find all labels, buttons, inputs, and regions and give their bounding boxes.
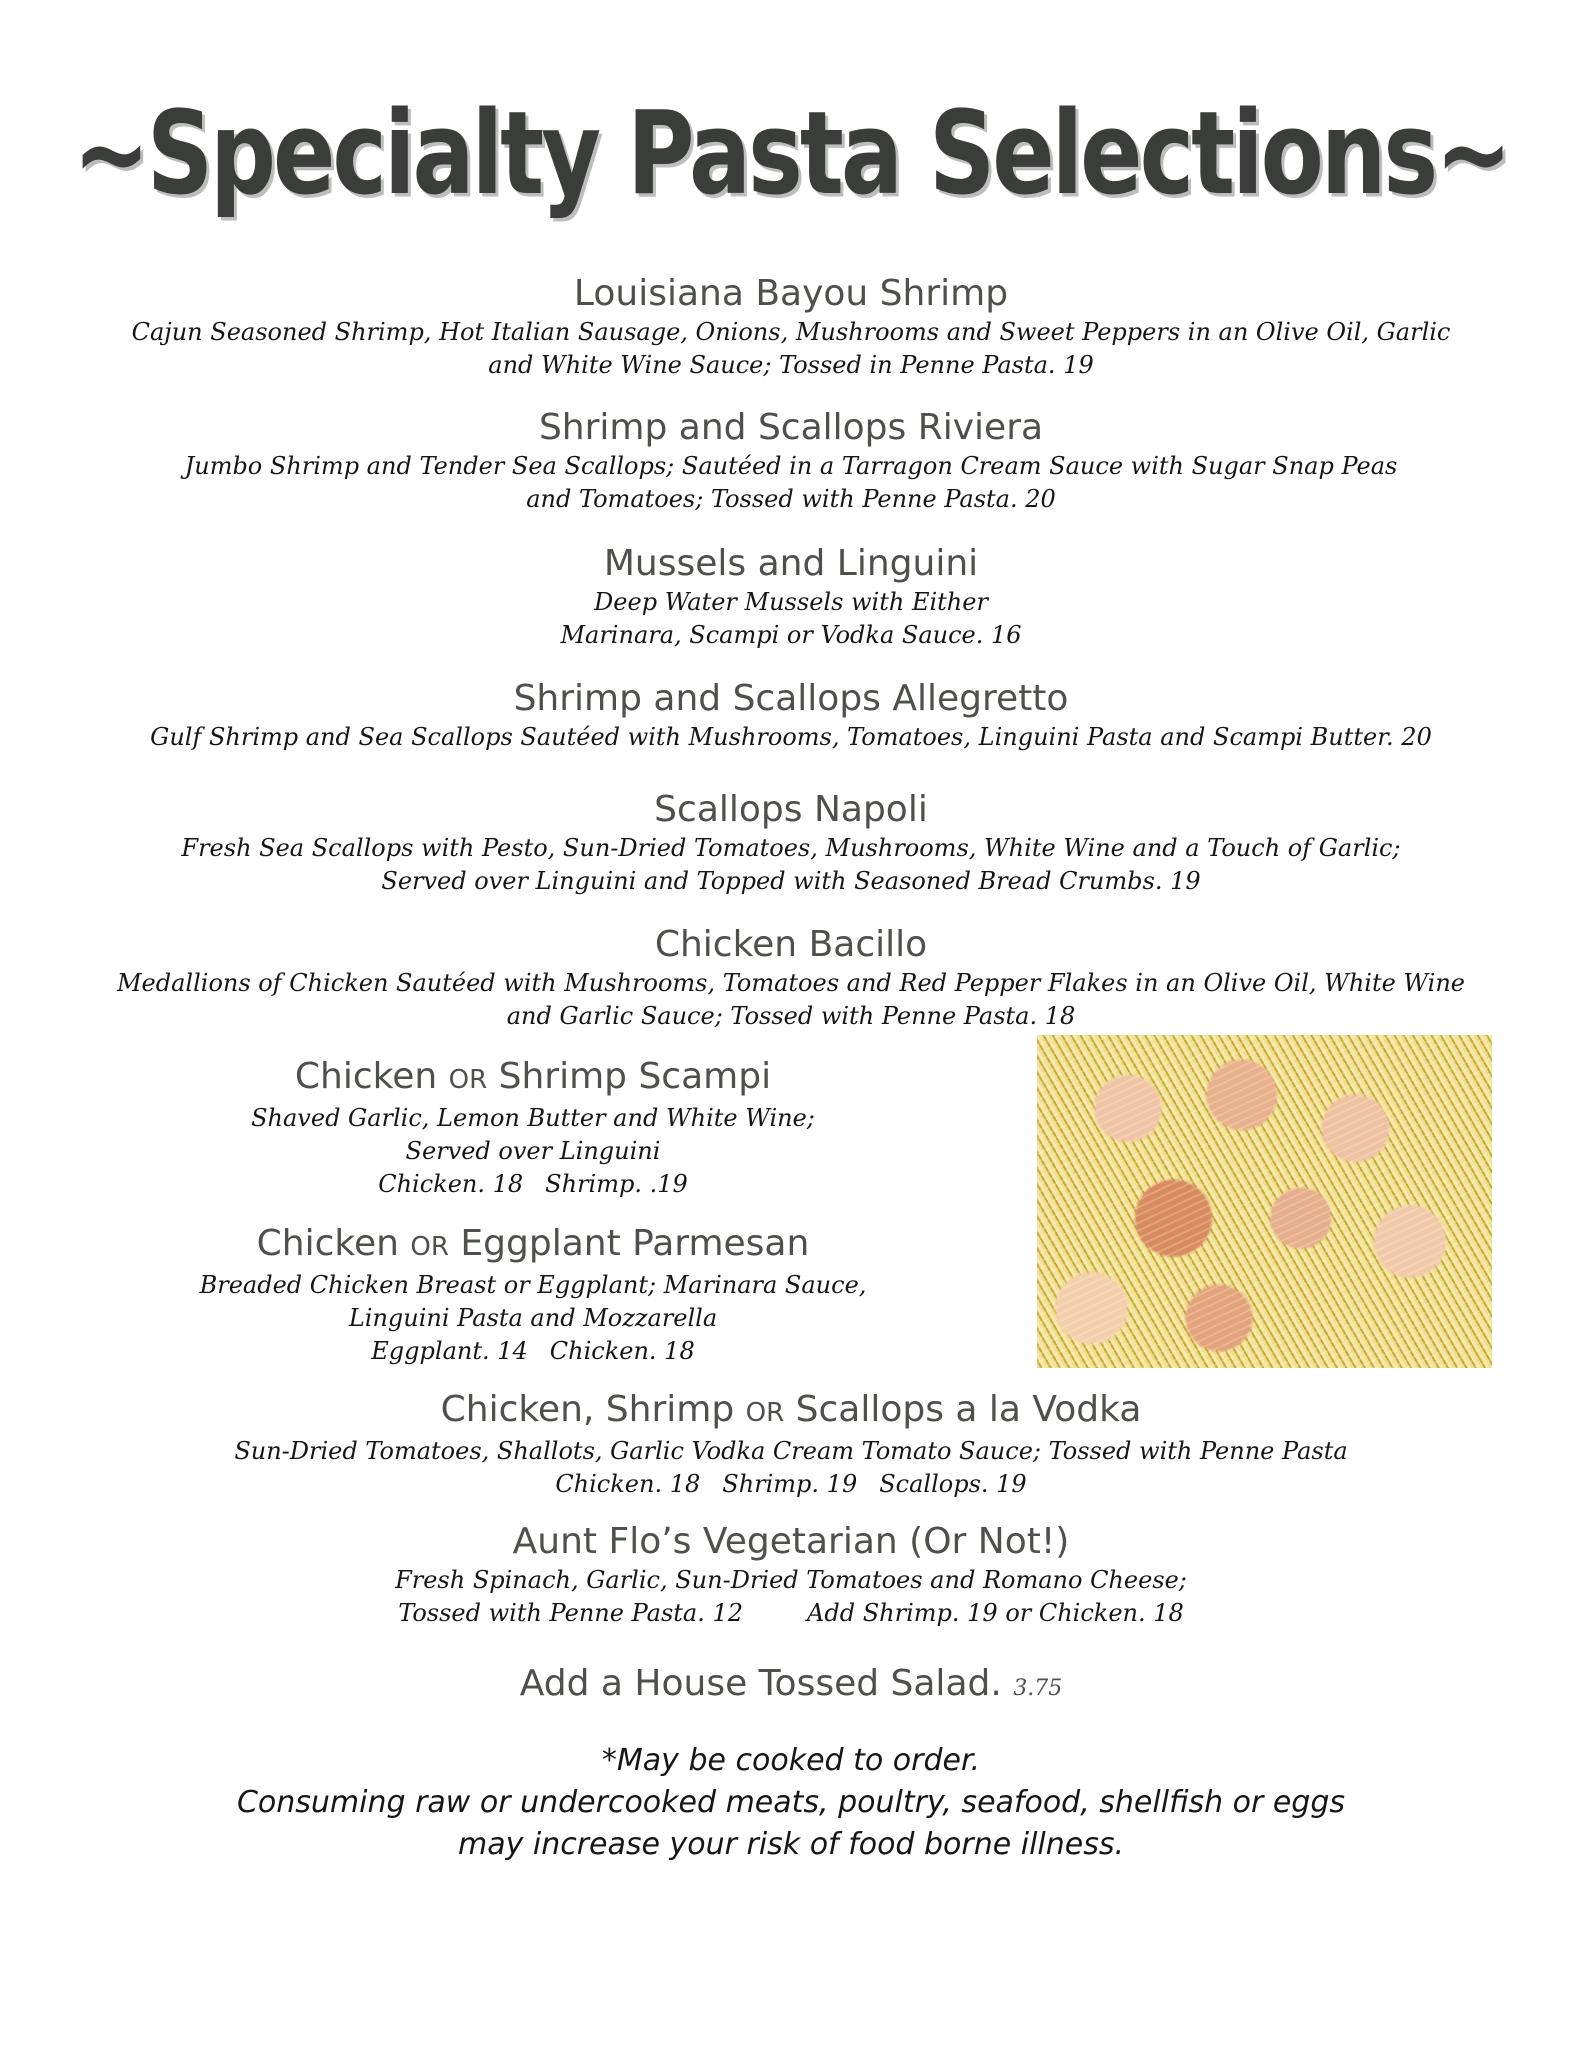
item-description: Cajun Seasoned Shrimp, Hot Italian Sausage, Onions, Mushrooms and Sweet Peppers in an Olive Oil, Garlic and White Wine Sauce; Tossed in Penne Pasta. 19 xyxy=(131,318,1451,379)
item-description: Medallions of Chicken Sautéed with Mushrooms, Tomatoes and Red Pepper Flakes in an Olive Oil, White Wine and Garlic Sauce; Tossed with Penne Pasta. 18 xyxy=(116,969,1466,1030)
item-description: Fresh Spinach, Garlic, Sun-Dried Tomatoes and Romano Cheese; Tossed with Penne Pasta. 12 Add Shrimp. 19 or Chicken. 18 xyxy=(395,1566,1187,1627)
menu-item-aunt-flos-vegetarian xyxy=(0,1520,1582,1630)
item-description: Breaded Chicken Breast or Eggplant; Marinara Sauce, Linguini Pasta and Mozzarella Eggplant. 14 Chicken. 18 xyxy=(199,1271,867,1365)
item-name: Shrimp and Scallops Allegretto xyxy=(513,678,1069,719)
menu-item-shrimp-scallops-riviera xyxy=(0,406,1582,516)
menu-item-chicken-bacillo xyxy=(0,923,1582,1033)
item-description: Sun-Dried Tomatoes, Shallots, Garlic Vodka Cream Tomato Sauce; Tossed with Penne Pasta Chicken. 18 Shrimp. 19 Scallops. 19 xyxy=(234,1437,1348,1498)
item-description: Deep Water Mussels with Either Marinara, Scampi or Vodka Sauce. 16 xyxy=(560,588,1022,649)
item-name: Shrimp and Scallops Riviera xyxy=(538,407,1044,448)
item-name: Chicken Bacillo xyxy=(654,924,928,965)
menu-item-scallops-napoli xyxy=(0,788,1582,898)
item-description: Gulf Shrimp and Sea Scallops Sautéed with Mushrooms, Tomatoes, Linguini Pasta and Scampi Butter. 20 xyxy=(150,723,1432,751)
item-name: Mussels and Linguini xyxy=(603,543,979,584)
item-name: Chicken OR Eggplant Parmesan xyxy=(256,1223,810,1264)
item-name: Chicken, Shrimp OR Scallops a la Vodka xyxy=(440,1389,1142,1430)
add-salad: Add a House Tossed Salad. 3.75 xyxy=(519,1663,1063,1704)
menu-item-chicken-or-eggplant-parmesan xyxy=(0,1222,1066,1368)
menu-item-louisiana-bayou-shrimp xyxy=(0,272,1582,382)
item-name: Scallops Napoli xyxy=(654,789,928,830)
shrimp-scampi-photo xyxy=(1037,1035,1492,1368)
menu-item-shrimp-scallops-allegretto xyxy=(0,677,1582,754)
item-description: Jumbo Shrimp and Tender Sea Scallops; Sautéed in a Tarragon Cream Sauce with Sugar Snap Peas and Tomatoes; Tossed with Penne Pasta. 20 xyxy=(184,452,1398,513)
item-name: Chicken OR Shrimp Scampi xyxy=(294,1056,772,1097)
item-name: Aunt Flo’s Vegetarian (Or Not!) xyxy=(512,1521,1070,1562)
menu-item-chicken-or-shrimp-scampi xyxy=(0,1055,1066,1201)
item-description: Fresh Sea Scallops with Pesto, Sun-Dried Tomatoes, Mushrooms, White Wine and a Touch of Garlic; Served over Linguini and Topped with Seasoned Bread Crumbs. 19 xyxy=(181,834,1401,895)
health-notice: *May be cooked to order. Consuming raw or undercooked meats, poultry, seafood, shellfish or eggs may increase your risk of food borne illness. xyxy=(236,1743,1346,1862)
item-description: Shaved Garlic, Lemon Butter and White Wine; Served over Linguini Chicken. 18 Shrimp. .19 xyxy=(251,1104,815,1198)
menu-item-mussels-linguini xyxy=(0,542,1582,652)
menu-title: ~Specialty Pasta Selections~ xyxy=(72,86,1510,221)
item-name: Louisiana Bayou Shrimp xyxy=(573,273,1009,314)
menu-item-vodka xyxy=(0,1388,1582,1501)
